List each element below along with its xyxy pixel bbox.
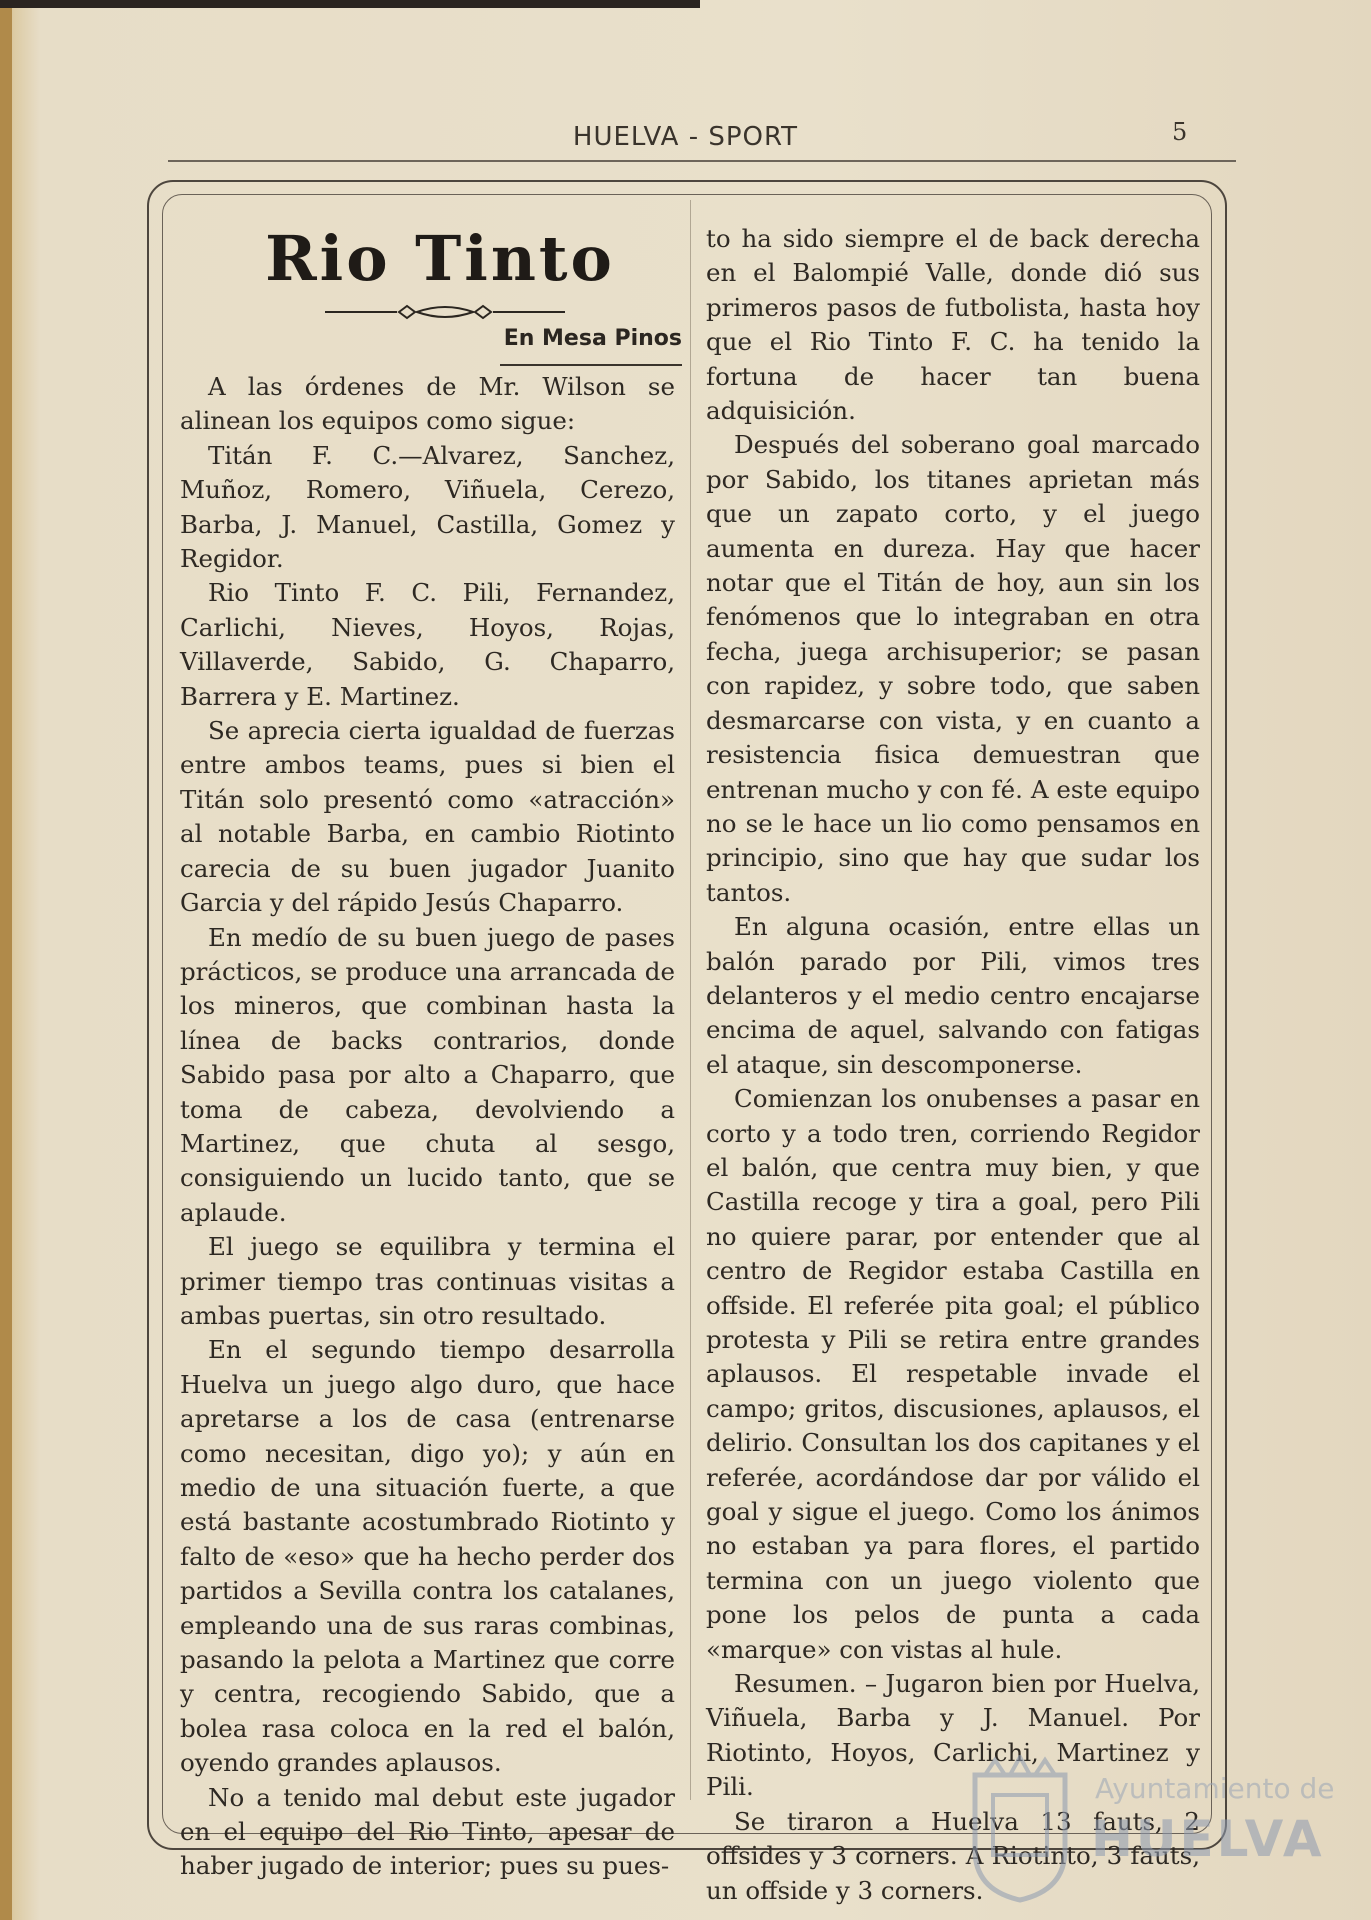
- byline-rule: [500, 364, 682, 366]
- page-top-edge: [0, 0, 700, 8]
- article-byline: En Mesa Pinos: [503, 326, 682, 351]
- running-header-title: HUELVA - SPORT: [572, 122, 799, 152]
- right-column: [706, 222, 1200, 1908]
- paragraph: Se tiraron a Huelva 13 fauts, 2 offsides y 3 corners. A Riotinto, 3 fauts, un offside y 3 corners.: [706, 1806, 1200, 1905]
- left-column: [180, 370, 675, 1884]
- paragraph: Titán F. C.—Alvarez, Sanchez, Muñoz, Romero, Viñuela, Cerezo, Barba, J. Manuel, Castilla, Gomez y Regidor.: [180, 440, 675, 574]
- page-number: 5: [1172, 118, 1188, 146]
- paragraph: En alguna ocasión, entre ellas un balón parado por Pili, vimos tres delanteros y el medio centro encajarse encima de aquel, salvando con fatigas el ataque, sin descomponerse.: [706, 912, 1200, 1079]
- paragraph: En medío de su buen juego de pases prácticos, se produce una arrancada de los mineros, que combinan hasta la línea de backs contrarios, donde Sabido pasa por alto a Chaparro, que toma de cabeza, devolviendo a Martinez, que chuta al sesgo, consiguiendo un lucido tanto, que se aplaude.: [180, 922, 675, 1227]
- column-divider: [690, 200, 691, 1800]
- paragraph: to ha sido siempre el de back derecha en el Balompié Valle, donde dió sus primeros pasos de futbolista, hasta hoy que el Rio Tinto F. C. ha tenido la fortuna de hacer tan buena adquisición.: [706, 224, 1200, 426]
- paragraph: A las órdenes de Mr. Wilson se alinean los equipos como sigue:: [180, 372, 675, 436]
- watermark-text-line2: HUELVA: [1091, 1810, 1325, 1868]
- title-ornament-icon: [325, 300, 565, 324]
- book-spine-edge: [0, 0, 12, 1920]
- paragraph: Se aprecia cierta igualdad de fuerzas entre ambos teams, pues si bien el Titán solo presentó como «atracción» al notable Barba, en cambio Riotinto carecia de su buen jugador Juanito Garcia y del rápido Jesús Chaparro.: [180, 716, 675, 918]
- watermark-text-line1: Ayuntamiento de: [1095, 1772, 1335, 1805]
- city-shield-icon: [965, 1755, 1075, 1905]
- article-title: Rio Tinto: [265, 222, 615, 295]
- paragraph: Rio Tinto F. C. Pili, Fernandez, Carlichi, Nieves, Hoyos, Rojas, Villaverde, Sabido, G. Chaparro, Barrera y E. Martinez.: [180, 578, 675, 711]
- paragraph: Después del soberano goal marcado por Sabido, los titanes aprietan más que un zapato corto, y el juego aumenta en dureza. Hay que hacer notar que el Titán de hoy, aun sin los fenómenos que lo integraban en otra fecha, juega archisuperior; se pasan con rapidez, y sobre todo, que saben desmarcarse con vista, y en cuanto a resistencia fisica demuestran que entrenan mucho y con fé. A este equipo no se le hace un lio como pensamos en principio, sino que hay que sudar los tantos.: [706, 430, 1200, 907]
- header-rule: [168, 160, 1236, 162]
- paragraph: No a tenido mal debut este jugador en el equipo del Rio Tinto, apesar de haber jugado de interior; pues su pues-: [180, 1782, 675, 1881]
- watermark: [955, 1760, 1355, 1910]
- paragraph: En el segundo tiempo desarrolla Huelva un juego algo duro, que hace apretarse a los de casa (entrenarse como necesitan, digo yo); y aún en medio de una situación fuerte, a que está bastante acostumbrado Riotinto y falto de «eso» que ha hecho perder dos partidos a Sevilla contra los catalanes, empleando una de sus raras combinas, pasando la pelota a Martinez que corre y centra, recogiendo Sabido, que a bolea rasa coloca en la red el balón, oyendo grandes aplausos.: [180, 1335, 675, 1778]
- paragraph: El juego se equilibra y termina el primer tiempo tras continuas visitas a ambas puertas, sin otro resultado.: [180, 1232, 675, 1330]
- paragraph: Comienzan los onubenses a pasar en corto y a todo tren, corriendo Regidor el balón, que centra muy bien, y que Castilla recoge y tira a goal, pero Pili no quiere parar, por entender que al centro de Regidor estaba Castilla en offside. El referée pita goal; el público protesta y Pili se retira entre grandes aplausos. El respetable invade el campo; gritos, discusiones, aplausos, el delirio. Consultan los dos capitanes y el referée, acordándose dar por válido el goal y sigue el juego. Como los ánimos no estaban ya para flores, el partido termina con un juego violento que pone los pelos de punta a cada «marque» con vistas al hule.: [706, 1084, 1200, 1664]
- paragraph: Resumen. – Jugaron bien por Huelva, Viñuela, Barba y J. Manuel. Por Riotinto, Hoyos, Carlichi, Martinez y Pili.: [706, 1669, 1200, 1802]
